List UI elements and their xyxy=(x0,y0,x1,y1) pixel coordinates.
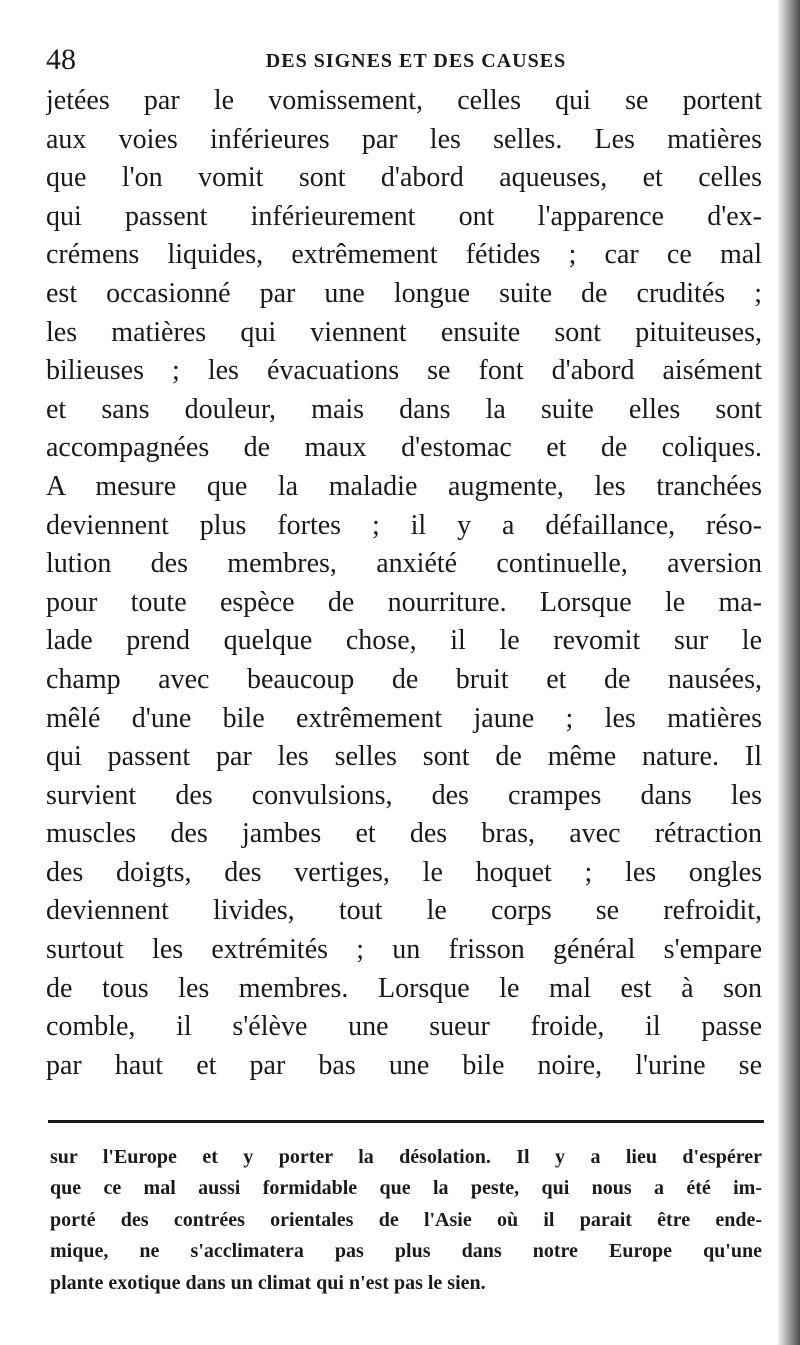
footnote-line: sur l'Europe et y porter la désolation. Il y a lieu d'espérer xyxy=(50,1146,762,1168)
text-line: et sans douleur, mais dans la suite elles sont xyxy=(46,393,762,425)
text-line: que l'on vomit sont d'abord aqueuses, et celles xyxy=(46,162,762,194)
text-line: crémens liquides, extrêmement fétides ; car ce mal xyxy=(46,239,762,271)
text-line: champ avec beaucoup de bruit et de nausées, xyxy=(46,663,762,695)
text-line: lade prend quelque chose, il le revomit sur le xyxy=(46,625,762,657)
text-line: bilieuses ; les évacuations se font d'abord aisément xyxy=(46,355,762,387)
text-line: muscles des jambes et des bras, avec rétraction xyxy=(46,818,762,850)
text-line: des doigts, des vertiges, le hoquet ; les ongles xyxy=(46,856,762,888)
footnote-line: que ce mal aussi formidable que la peste, qui nous a été im- xyxy=(50,1177,762,1200)
running-title: DES SIGNES ET DES CAUSES xyxy=(265,50,567,72)
main-text xyxy=(46,82,762,1085)
text-line: accompagnées de maux d'estomac et de coliques. xyxy=(46,432,762,464)
text-line: pour toute espèce de nourriture. Lorsque le ma- xyxy=(46,586,762,618)
text-line: A mesure que la maladie augmente, les tranchées xyxy=(46,470,762,502)
text-line: comble, il s'élève une sueur froide, il passe xyxy=(46,1011,762,1043)
footnote xyxy=(50,1142,762,1299)
text-line: deviennent plus fortes ; il y a défaillance, réso- xyxy=(46,509,762,541)
footnote-separator xyxy=(48,1120,764,1123)
text-line: survient des convulsions, des crampes dans les xyxy=(46,779,762,811)
text-line: deviennent livides, tout le corps se refroidit, xyxy=(46,895,762,927)
text-line: aux voies inférieures par les selles. Les matières xyxy=(46,123,762,155)
text-line: qui passent par les selles sont de même nature. Il xyxy=(46,741,762,773)
text-line: jetées par le vomissement, celles qui se portent xyxy=(46,85,762,116)
text-line: qui passent inférieurement ont l'apparence d'ex- xyxy=(46,200,762,232)
page-header xyxy=(46,42,762,82)
footnote-line: plante exotique dans un climat qui n'est pas le sien. xyxy=(50,1271,486,1294)
text-line: de tous les membres. Lorsque le mal est à son xyxy=(46,972,762,1004)
page-number: 48 xyxy=(46,43,76,76)
text-line: est occasionné par une longue suite de crudités ; xyxy=(46,277,762,309)
page-edge-shadow xyxy=(778,0,800,1345)
footnote-line: mique, ne s'acclimatera pas plus dans notre Europe qu'une xyxy=(50,1240,762,1263)
text-line: les matières qui viennent ensuite sont pituiteuses, xyxy=(46,316,762,348)
text-line: lution des membres, anxiété continuelle, aversion xyxy=(46,548,762,580)
text-line: surtout les extrémités ; un frisson général s'empare xyxy=(46,934,762,966)
footnote-line: porté des contrées orientales de l'Asie où il parait être ende- xyxy=(50,1208,762,1231)
text-line: mêlé d'une bile extrêmement jaune ; les matières xyxy=(46,702,762,734)
text-line: par haut et par bas une bile noire, l'urine se xyxy=(46,1049,762,1081)
